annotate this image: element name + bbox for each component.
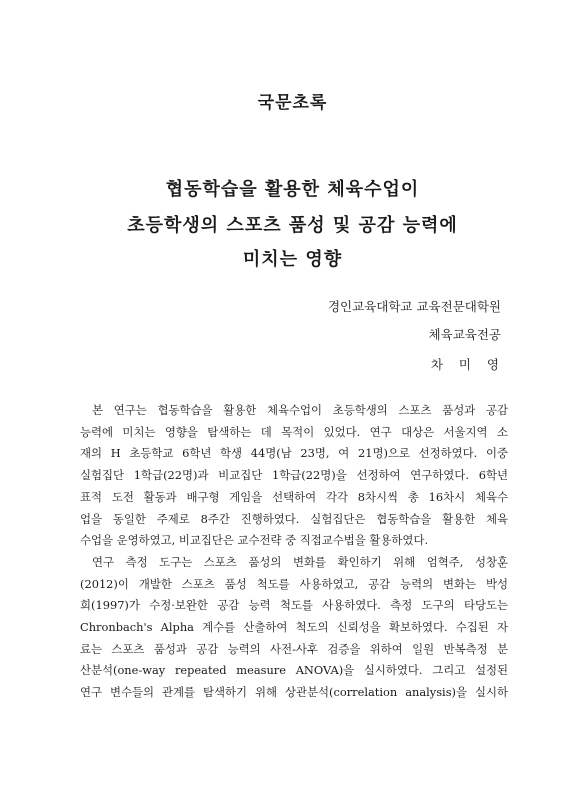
section-heading: 국문초록 (257, 93, 328, 113)
affiliation-university: 경인교육대학교 교육전문대학원 (327, 299, 501, 314)
abstract-line: 표적 도전 활동과 배구형 게임을 선택하여 각각 8차시씩 총 16차시 체육수 (80, 489, 508, 504)
abstract-line: 연구 변수들의 관계를 탐색하기 위해 상관분석(correlation analysis)을 실시하 (80, 685, 508, 700)
abstract-line: 실험집단 1학급(22명)과 비교집단 1학급(22명)을 선정하여 연구하였다. 6학년 (80, 468, 508, 483)
abstract-line: 본 연구는 협동학습을 활용한 체육수업이 초등학생의 스포츠 품성과 공감 (92, 403, 508, 417)
abstract-line: 연구 측정 도구는 스포츠 품성의 변화를 확인하기 위해 엄혁주, 성창훈 (92, 554, 508, 569)
title-line-2: 초등학생의 스포츠 품성 및 공감 능력에 (127, 215, 458, 236)
abstract-line: 희(1997)가 수정·보완한 공감 능력 척도를 사용하였다. 측정 도구의 타당도는 (80, 598, 508, 613)
abstract-line: 업을 동일한 주제로 8주간 진행하였다. 실험집단은 협동학습을 활용한 체육 (80, 511, 508, 526)
author-name: 차 미 영 (430, 357, 505, 372)
abstract-line: Chronbach's Alpha 계수를 산출하여 척도의 신뢰성을 확보하였다. 수집된 자 (80, 620, 508, 635)
affiliation-major: 체육교육전공 (428, 327, 501, 342)
abstract-body (80, 400, 508, 704)
abstract-line: 능력에 미치는 영향을 탐색하는 데 목적이 있었다. 연구 대상은 서울지역 소 (80, 424, 508, 439)
abstract-line: 수업을 운영하였고, 비교집단은 교수전략 중 직접교수법을 활용하였다. (80, 533, 429, 548)
title-line-3: 미치는 영향 (242, 249, 343, 270)
abstract-line: 재의 H 초등학교 6학년 학생 44명(남 23명, 여 21명)으로 선정하였다. 이중 (80, 446, 508, 461)
abstract-line: 산분석(one-way repeated measure ANOVA)을 실시하였다. 그리고 설정된 (80, 663, 508, 678)
abstract-line: 료는 스포츠 품성과 공감 능력의 사전-사후 검증을 위하여 일원 반복측정 분 (80, 641, 508, 656)
abstract-line: (2012)이 개발한 스포츠 품성 척도를 사용하였고, 공감 능력의 변화는 박성 (80, 576, 508, 591)
title-line-1: 협동학습을 활용한 체육수업이 (165, 179, 420, 200)
